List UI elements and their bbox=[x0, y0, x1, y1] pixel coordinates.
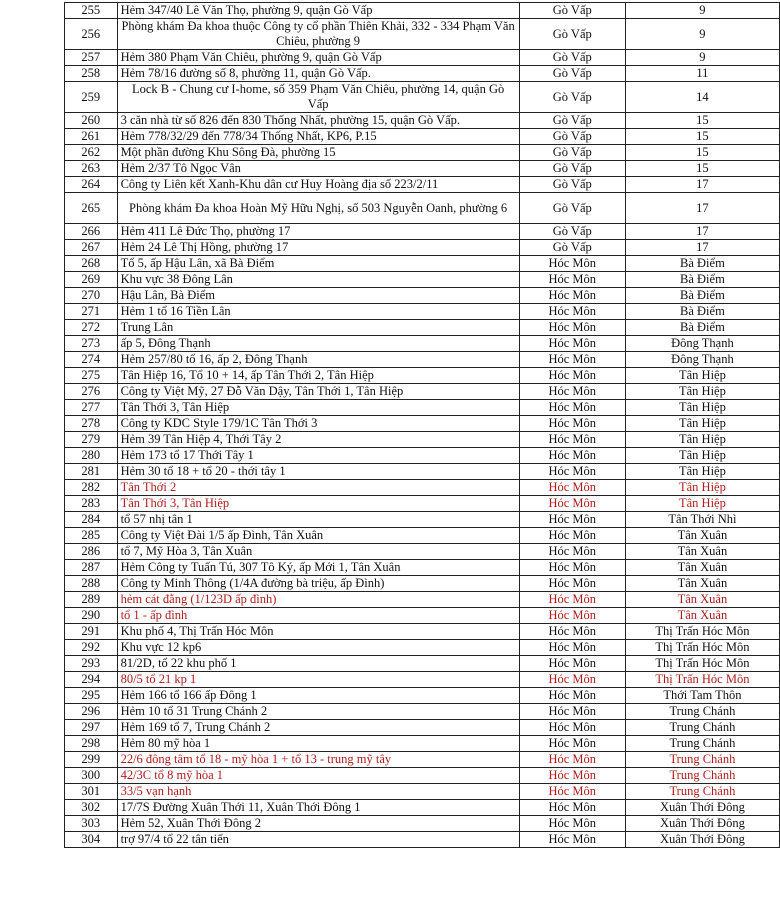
table-row bbox=[65, 480, 780, 496]
address-cell: Hẻm 380 Phạm Văn Chiêu, phường 9, quận Gò Vấp bbox=[117, 50, 519, 66]
district-cell: Gò Vấp bbox=[519, 224, 625, 240]
address-cell: Hẻm 347/40 Lê Văn Thọ, phường 9, quận Gò Vấp bbox=[117, 3, 519, 19]
address-cell: tổ 7, Mỹ Hòa 3, Tân Xuân bbox=[117, 544, 519, 560]
table-row bbox=[65, 288, 780, 304]
address-cell: Hẻm 173 tổ 17 Thới Tây 1 bbox=[117, 448, 519, 464]
address-cell: Hẻm 10 tổ 31 Trung Chánh 2 bbox=[117, 704, 519, 720]
table-row bbox=[65, 592, 780, 608]
address-cell: Công ty Việt Mỹ, 27 Đỗ Văn Dậy, Tân Thới 1, Tân Hiệp bbox=[117, 384, 519, 400]
row-number-cell: 258 bbox=[65, 66, 118, 82]
ward-cell: Trung Chánh bbox=[625, 736, 779, 752]
address-cell: Hẻm 39 Tân Hiệp 4, Thới Tây 2 bbox=[117, 432, 519, 448]
address-cell: trợ 97/4 tổ 22 tân tiến bbox=[117, 832, 519, 848]
address-cell: Hẻm 257/80 tổ 16, ấp 2, Đông Thạnh bbox=[117, 352, 519, 368]
district-cell: Hóc Môn bbox=[519, 672, 625, 688]
address-cell: Hẻm 80 mỹ hòa 1 bbox=[117, 736, 519, 752]
ward-cell: Tân Hiệp bbox=[625, 496, 779, 512]
table-row bbox=[65, 19, 780, 50]
row-number-cell: 290 bbox=[65, 608, 118, 624]
district-cell: Hóc Môn bbox=[519, 320, 625, 336]
row-number-cell: 265 bbox=[65, 193, 118, 224]
row-number-cell: 301 bbox=[65, 784, 118, 800]
ward-cell: 11 bbox=[625, 66, 779, 82]
address-cell: tổ 57 nhị tân 1 bbox=[117, 512, 519, 528]
row-number-cell: 289 bbox=[65, 592, 118, 608]
ward-cell: 9 bbox=[625, 19, 779, 50]
ward-cell: 15 bbox=[625, 161, 779, 177]
address-cell: Công ty KDC Style 179/1C Tân Thới 3 bbox=[117, 416, 519, 432]
address-cell: Hậu Lân, Bà Điểm bbox=[117, 288, 519, 304]
table-row bbox=[65, 656, 780, 672]
row-number-cell: 274 bbox=[65, 352, 118, 368]
address-cell: Công ty Liên kết Xanh-Khu dân cư Huy Hoàng địa số 223/2/11 bbox=[117, 177, 519, 193]
row-number-cell: 271 bbox=[65, 304, 118, 320]
address-cell: 81/2D, tổ 22 khu phố 1 bbox=[117, 656, 519, 672]
ward-cell: 17 bbox=[625, 240, 779, 256]
table-row bbox=[65, 496, 780, 512]
table-row bbox=[65, 704, 780, 720]
district-cell: Hóc Môn bbox=[519, 432, 625, 448]
ward-cell: Bà Điểm bbox=[625, 288, 779, 304]
row-number-cell: 291 bbox=[65, 624, 118, 640]
table-row bbox=[65, 800, 780, 816]
row-number-cell: 272 bbox=[65, 320, 118, 336]
table-row bbox=[65, 272, 780, 288]
ward-cell: 17 bbox=[625, 193, 779, 224]
address-cell: hẻm cát đằng (1/123D ấp đình) bbox=[117, 592, 519, 608]
district-cell: Gò Vấp bbox=[519, 177, 625, 193]
address-cell: 3 căn nhà từ số 826 đến 830 Thống Nhất, phường 15, quận Gò Vấp. bbox=[117, 113, 519, 129]
address-cell: Trung Lân bbox=[117, 320, 519, 336]
address-cell: Khu vực 12 kp6 bbox=[117, 640, 519, 656]
ward-cell: Tân Xuân bbox=[625, 608, 779, 624]
table-row bbox=[65, 560, 780, 576]
table-row bbox=[65, 608, 780, 624]
ward-cell: Bà Điểm bbox=[625, 304, 779, 320]
ward-cell: Bà Điểm bbox=[625, 272, 779, 288]
district-cell: Gò Vấp bbox=[519, 113, 625, 129]
row-number-cell: 257 bbox=[65, 50, 118, 66]
ward-cell: Tân Xuân bbox=[625, 544, 779, 560]
row-number-cell: 280 bbox=[65, 448, 118, 464]
row-number-cell: 300 bbox=[65, 768, 118, 784]
district-cell: Hóc Môn bbox=[519, 784, 625, 800]
row-number-cell: 286 bbox=[65, 544, 118, 560]
table-row bbox=[65, 544, 780, 560]
row-number-cell: 266 bbox=[65, 224, 118, 240]
address-cell: Hẻm 778/32/29 đến 778/34 Thống Nhất, KP6, P.15 bbox=[117, 129, 519, 145]
row-number-cell: 299 bbox=[65, 752, 118, 768]
address-cell: ấp 5, Đông Thạnh bbox=[117, 336, 519, 352]
table-row bbox=[65, 224, 780, 240]
ward-cell: Thới Tam Thôn bbox=[625, 688, 779, 704]
ward-cell: Tân Xuân bbox=[625, 528, 779, 544]
address-cell: Phòng khám Đa khoa thuộc Công ty cổ phần Thiên Khải, 332 - 334 Phạm Văn Chiêu, phường 9 bbox=[117, 19, 519, 50]
ward-cell: 15 bbox=[625, 129, 779, 145]
ward-cell: Tân Hiệp bbox=[625, 464, 779, 480]
district-cell: Hóc Môn bbox=[519, 832, 625, 848]
row-number-cell: 260 bbox=[65, 113, 118, 129]
ward-cell: Xuân Thới Đông bbox=[625, 832, 779, 848]
district-cell: Hóc Môn bbox=[519, 816, 625, 832]
row-number-cell: 276 bbox=[65, 384, 118, 400]
table-row bbox=[65, 320, 780, 336]
ward-cell: Tân Hiệp bbox=[625, 416, 779, 432]
district-cell: Hóc Môn bbox=[519, 368, 625, 384]
district-cell: Gò Vấp bbox=[519, 3, 625, 19]
district-cell: Hóc Môn bbox=[519, 608, 625, 624]
address-cell: 33/5 vạn hạnh bbox=[117, 784, 519, 800]
address-cell: Hẻm 169 tổ 7, Trung Chánh 2 bbox=[117, 720, 519, 736]
row-number-cell: 285 bbox=[65, 528, 118, 544]
row-number-cell: 273 bbox=[65, 336, 118, 352]
ward-cell: Thị Trấn Hóc Môn bbox=[625, 656, 779, 672]
ward-cell: Thị Trấn Hóc Môn bbox=[625, 672, 779, 688]
row-number-cell: 292 bbox=[65, 640, 118, 656]
ward-cell: Tân Xuân bbox=[625, 560, 779, 576]
address-cell: 22/6 đông tâm tổ 18 - mỹ hòa 1 + tổ 13 - trung mỹ tây bbox=[117, 752, 519, 768]
table-row bbox=[65, 768, 780, 784]
district-cell: Gò Vấp bbox=[519, 145, 625, 161]
district-cell: Hóc Môn bbox=[519, 448, 625, 464]
address-cell: Hẻm 52, Xuân Thới Đông 2 bbox=[117, 816, 519, 832]
ward-cell: Tân Hiệp bbox=[625, 480, 779, 496]
address-cell: Hẻm 411 Lê Đức Thọ, phường 17 bbox=[117, 224, 519, 240]
ward-cell: 17 bbox=[625, 177, 779, 193]
row-number-cell: 269 bbox=[65, 272, 118, 288]
ward-cell: 15 bbox=[625, 113, 779, 129]
ward-cell: Trung Chánh bbox=[625, 704, 779, 720]
district-cell: Hóc Môn bbox=[519, 656, 625, 672]
table-row bbox=[65, 256, 780, 272]
table-row bbox=[65, 82, 780, 113]
district-cell: Gò Vấp bbox=[519, 240, 625, 256]
ward-cell: Bà Điểm bbox=[625, 320, 779, 336]
district-cell: Hóc Môn bbox=[519, 592, 625, 608]
table-row bbox=[65, 736, 780, 752]
district-cell: Hóc Môn bbox=[519, 384, 625, 400]
row-number-cell: 287 bbox=[65, 560, 118, 576]
table-row bbox=[65, 177, 780, 193]
district-cell: Hóc Môn bbox=[519, 576, 625, 592]
ward-cell: Đông Thạnh bbox=[625, 336, 779, 352]
district-cell: Gò Vấp bbox=[519, 161, 625, 177]
ward-cell: 9 bbox=[625, 3, 779, 19]
district-cell: Hóc Môn bbox=[519, 256, 625, 272]
table-row bbox=[65, 720, 780, 736]
row-number-cell: 270 bbox=[65, 288, 118, 304]
address-cell: Lock B - Chung cư I-home, số 359 Phạm Văn Chiêu, phường 14, quận Gò Vấp bbox=[117, 82, 519, 113]
row-number-cell: 297 bbox=[65, 720, 118, 736]
address-table bbox=[64, 2, 780, 848]
address-cell: tổ 1 - ấp đình bbox=[117, 608, 519, 624]
district-cell: Hóc Môn bbox=[519, 272, 625, 288]
ward-cell: 9 bbox=[625, 50, 779, 66]
row-number-cell: 281 bbox=[65, 464, 118, 480]
ward-cell: Tân Hiệp bbox=[625, 432, 779, 448]
row-number-cell: 298 bbox=[65, 736, 118, 752]
ward-cell: 17 bbox=[625, 224, 779, 240]
row-number-cell: 275 bbox=[65, 368, 118, 384]
table-row bbox=[65, 384, 780, 400]
district-cell: Hóc Môn bbox=[519, 512, 625, 528]
table-row bbox=[65, 752, 780, 768]
table-row bbox=[65, 576, 780, 592]
address-cell: Tân Thới 2 bbox=[117, 480, 519, 496]
table-row bbox=[65, 464, 780, 480]
district-cell: Hóc Môn bbox=[519, 624, 625, 640]
row-number-cell: 278 bbox=[65, 416, 118, 432]
district-cell: Gò Vấp bbox=[519, 19, 625, 50]
table-row bbox=[65, 193, 780, 224]
row-number-cell: 283 bbox=[65, 496, 118, 512]
district-cell: Hóc Môn bbox=[519, 464, 625, 480]
table-row bbox=[65, 3, 780, 19]
district-cell: Hóc Môn bbox=[519, 496, 625, 512]
row-number-cell: 262 bbox=[65, 145, 118, 161]
address-table-body bbox=[65, 3, 780, 848]
row-number-cell: 264 bbox=[65, 177, 118, 193]
ward-cell: Tân Xuân bbox=[625, 592, 779, 608]
address-cell: Hẻm 1 tổ 16 Tiền Lân bbox=[117, 304, 519, 320]
table-row bbox=[65, 352, 780, 368]
address-cell: Hẻm 30 tổ 18 + tổ 20 - thới tây 1 bbox=[117, 464, 519, 480]
row-number-cell: 295 bbox=[65, 688, 118, 704]
ward-cell: Đông Thạnh bbox=[625, 352, 779, 368]
table-row bbox=[65, 672, 780, 688]
row-number-cell: 255 bbox=[65, 3, 118, 19]
district-cell: Hóc Môn bbox=[519, 768, 625, 784]
row-number-cell: 256 bbox=[65, 19, 118, 50]
ward-cell: Trung Chánh bbox=[625, 768, 779, 784]
table-row bbox=[65, 512, 780, 528]
table-row bbox=[65, 113, 780, 129]
row-number-cell: 296 bbox=[65, 704, 118, 720]
table-row bbox=[65, 368, 780, 384]
district-cell: Hóc Môn bbox=[519, 720, 625, 736]
district-cell: Hóc Môn bbox=[519, 640, 625, 656]
address-cell: Hẻm 2/37 Tô Ngọc Vân bbox=[117, 161, 519, 177]
table-row bbox=[65, 161, 780, 177]
table-row bbox=[65, 145, 780, 161]
ward-cell: Xuân Thới Đông bbox=[625, 816, 779, 832]
ward-cell: Tân Hiệp bbox=[625, 400, 779, 416]
row-number-cell: 259 bbox=[65, 82, 118, 113]
ward-cell: 15 bbox=[625, 145, 779, 161]
district-cell: Hóc Môn bbox=[519, 288, 625, 304]
address-cell: Tân Hiệp 16, Tổ 10 + 14, ấp Tân Thới 2, Tân Hiệp bbox=[117, 368, 519, 384]
table-row bbox=[65, 832, 780, 848]
row-number-cell: 261 bbox=[65, 129, 118, 145]
address-cell: 80/5 tổ 21 kp 1 bbox=[117, 672, 519, 688]
row-number-cell: 277 bbox=[65, 400, 118, 416]
table-row bbox=[65, 448, 780, 464]
district-cell: Hóc Môn bbox=[519, 352, 625, 368]
row-number-cell: 303 bbox=[65, 816, 118, 832]
row-number-cell: 288 bbox=[65, 576, 118, 592]
row-number-cell: 284 bbox=[65, 512, 118, 528]
district-cell: Hóc Môn bbox=[519, 560, 625, 576]
ward-cell: 14 bbox=[625, 82, 779, 113]
table-row bbox=[65, 640, 780, 656]
address-cell: Công ty Minh Thông (1/4A đường bà triệu, ấp Đình) bbox=[117, 576, 519, 592]
district-cell: Hóc Môn bbox=[519, 752, 625, 768]
table-row bbox=[65, 240, 780, 256]
district-cell: Hóc Môn bbox=[519, 304, 625, 320]
table-row bbox=[65, 432, 780, 448]
ward-cell: Thị Trấn Hóc Môn bbox=[625, 640, 779, 656]
table-row bbox=[65, 816, 780, 832]
district-cell: Hóc Môn bbox=[519, 416, 625, 432]
address-cell: Công ty Việt Đài 1/5 ấp Đình, Tân Xuân bbox=[117, 528, 519, 544]
ward-cell: Tân Xuân bbox=[625, 576, 779, 592]
district-cell: Hóc Môn bbox=[519, 336, 625, 352]
table-row bbox=[65, 784, 780, 800]
ward-cell: Tân Hiệp bbox=[625, 368, 779, 384]
address-cell: Tân Thới 3, Tân Hiệp bbox=[117, 400, 519, 416]
address-cell: Hẻm 24 Lê Thị Hồng, phường 17 bbox=[117, 240, 519, 256]
district-cell: Hóc Môn bbox=[519, 528, 625, 544]
district-cell: Gò Vấp bbox=[519, 193, 625, 224]
address-cell: Khu vực 38 Đông Lân bbox=[117, 272, 519, 288]
ward-cell: Tân Thới Nhì bbox=[625, 512, 779, 528]
ward-cell: Thị Trấn Hóc Môn bbox=[625, 624, 779, 640]
table-row bbox=[65, 66, 780, 82]
district-cell: Hóc Môn bbox=[519, 400, 625, 416]
district-cell: Hóc Môn bbox=[519, 688, 625, 704]
district-cell: Hóc Môn bbox=[519, 544, 625, 560]
row-number-cell: 279 bbox=[65, 432, 118, 448]
district-cell: Hóc Môn bbox=[519, 704, 625, 720]
table-row bbox=[65, 50, 780, 66]
row-number-cell: 294 bbox=[65, 672, 118, 688]
table-row bbox=[65, 528, 780, 544]
table-row bbox=[65, 688, 780, 704]
table-row bbox=[65, 624, 780, 640]
row-number-cell: 267 bbox=[65, 240, 118, 256]
district-cell: Hóc Môn bbox=[519, 480, 625, 496]
address-cell: Tổ 5, ấp Hậu Lân, xã Bà Điểm bbox=[117, 256, 519, 272]
address-cell: Một phần đường Khu Sông Đà, phường 15 bbox=[117, 145, 519, 161]
row-number-cell: 304 bbox=[65, 832, 118, 848]
ward-cell: Trung Chánh bbox=[625, 720, 779, 736]
address-cell: Hẻm Công ty Tuấn Tú, 307 Tô Ký, ấp Mới 1, Tân Xuân bbox=[117, 560, 519, 576]
table-row bbox=[65, 400, 780, 416]
table-row bbox=[65, 129, 780, 145]
address-cell: 42/3C tổ 8 mỹ hòa 1 bbox=[117, 768, 519, 784]
row-number-cell: 268 bbox=[65, 256, 118, 272]
address-cell: Hẻm 166 tổ 166 ấp Đông 1 bbox=[117, 688, 519, 704]
address-cell: Khu phố 4, Thị Trấn Hóc Môn bbox=[117, 624, 519, 640]
row-number-cell: 282 bbox=[65, 480, 118, 496]
table-row bbox=[65, 336, 780, 352]
ward-cell: Trung Chánh bbox=[625, 752, 779, 768]
ward-cell: Xuân Thới Đông bbox=[625, 800, 779, 816]
address-cell: Phòng khám Đa khoa Hoàn Mỹ Hữu Nghị, số 503 Nguyễn Oanh, phường 6 bbox=[117, 193, 519, 224]
district-cell: Hóc Môn bbox=[519, 800, 625, 816]
address-cell: Tân Thới 3, Tân Hiệp bbox=[117, 496, 519, 512]
address-cell: Hẻm 78/16 đường số 8, phường 11, quận Gò Vấp. bbox=[117, 66, 519, 82]
district-cell: Gò Vấp bbox=[519, 82, 625, 113]
district-cell: Gò Vấp bbox=[519, 129, 625, 145]
table-row bbox=[65, 416, 780, 432]
address-cell: 17/7S Đường Xuân Thới 11, Xuân Thới Đông 1 bbox=[117, 800, 519, 816]
district-cell: Gò Vấp bbox=[519, 66, 625, 82]
row-number-cell: 302 bbox=[65, 800, 118, 816]
table-row bbox=[65, 304, 780, 320]
ward-cell: Trung Chánh bbox=[625, 784, 779, 800]
ward-cell: Tân Hiệp bbox=[625, 448, 779, 464]
ward-cell: Tân Hiệp bbox=[625, 384, 779, 400]
district-cell: Hóc Môn bbox=[519, 736, 625, 752]
district-cell: Gò Vấp bbox=[519, 50, 625, 66]
row-number-cell: 263 bbox=[65, 161, 118, 177]
row-number-cell: 293 bbox=[65, 656, 118, 672]
ward-cell: Bà Điểm bbox=[625, 256, 779, 272]
